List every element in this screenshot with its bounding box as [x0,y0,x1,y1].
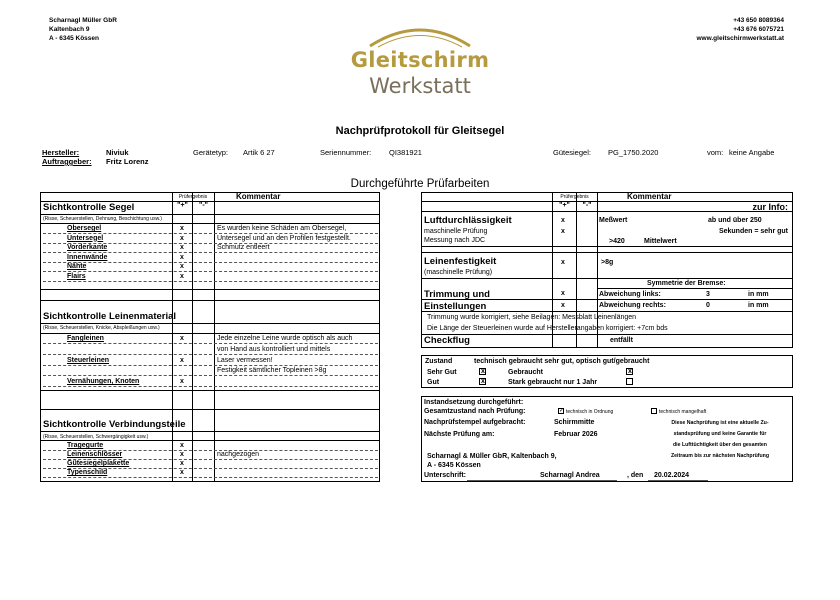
naechste-pruefung-label: Nächste Prüfung am: [424,431,495,438]
segel-item-mark: x [180,225,184,232]
document-title: Nachprüfprotokoll für Gleitsegel [335,125,505,137]
leinen-item-label: Steuerleinen [67,356,110,364]
phone-2: +43 676 6075721 [733,26,784,33]
stark-checkbox[interactable] [626,378,633,385]
trimmung-title-2: Einstellungen [424,301,487,312]
verbindung-item-mark: x [180,469,184,476]
plus-header: "+" [177,202,188,209]
trimmung-note-2: Die Länge der Steuerleinen wurde auf Herstellerangaben korrigiert: +7cm bds [427,325,668,332]
row-divider [43,281,378,282]
row-divider [43,262,378,263]
row-divider [43,386,378,387]
company-city: A - 6345 Kössen [49,35,99,42]
segel-item-label: Nähte [67,263,87,270]
festigkeit-mark: x [561,259,565,266]
verbindung-item-mark: x [180,460,184,467]
r-minus-header: "-" [582,202,592,209]
segel-item-mark: x [180,234,184,242]
luft-sub1: maschinelle Prüfung [424,228,488,235]
mangelhaft-label: technisch mangelhaft [659,409,707,415]
segel-title: Sichtkontrolle Segel [43,202,135,213]
zustand-text: technisch gebraucht sehr gut, optisch gut/gebraucht [474,358,650,365]
segel-item-comment: Schmutz entleert [217,244,270,251]
leinen-subtitle: (Risse, Scheuerstellen, Knicke, Abspleißungen usw.) [43,325,160,331]
verbindung-item-mark: x [180,451,184,458]
phone-1: +43 650 8089364 [733,17,784,24]
luft-mark: x [561,217,565,224]
luft-c3: Mittelwert [644,238,677,245]
kommentar-header: Kommentar [236,192,281,201]
naechste-pruefung-value: Februar 2026 [554,431,598,438]
disclaimer-line: Diese Nachprüfung ist eine aktuelle Zu- [671,420,769,426]
verbindung-item-comment: nachgezogen [217,451,260,458]
leinen-item-mark: x [180,378,184,386]
seriennummer-value: QI381921 [389,148,422,157]
abw-rechts-value: 0 [706,302,710,309]
guetesiegel-label: Gütesiegel: [553,148,591,157]
seriennummer-label: Seriennummer: [320,148,372,157]
in-ordnung-label: technisch in Ordnung [566,409,614,415]
row-divider [43,354,378,355]
disclaimer-line: Zeitraum bis zur nächsten Nachprüfung [671,453,769,459]
verbindung-item-label: Leinenschlösser [67,451,123,458]
leinen-title: Sichtkontrolle Leinenmaterial [43,311,177,322]
luft-info-2: Sekunden = sehr gut [718,228,788,235]
meta-labels-left [42,148,92,166]
company-address [49,16,117,43]
vom-label: vom: [707,148,724,157]
luft-c2: >420 [609,238,625,245]
trimmung-note-1: Trimmung wurde korrigiert, siehe Beilagen: Messblatt Leinenlängen [427,314,637,321]
luft-mark-2: x [561,228,565,235]
zur-info-header: zur Info: [752,202,788,212]
gebraucht-mark: x [628,368,632,375]
segel-item-mark: x [180,244,184,251]
symmetrie-label: Symmetrie der Bremse: [647,280,726,287]
geraetetyp-value: Artik 6 27 [243,148,275,157]
festigkeit-sub: (maschinelle Prüfung) [424,269,493,276]
trimmung-title-1: Trimmung und [424,289,490,300]
luft-title: Luftdurchlässigkeit [424,215,512,226]
geraetetyp-label: Gerätetyp: [193,148,229,157]
stempel-label: Nachprüfstempel aufgebracht: [424,419,526,426]
signature-date: 20.02.2024 [654,472,690,479]
segel-item-label: Vorderkante [67,244,108,251]
logo-line2: Werkstatt [369,74,471,98]
trimmung-mark-2: x [561,302,565,309]
section-title: Durchgeführte Prüfarbeiten [350,178,490,190]
auftraggeber-label: Auftraggeber: [42,157,92,166]
leinen-item-comment: Festigkeit sämtlicher Topleinen >8g [217,367,327,375]
signer-address-1: Scharnagl & Müller GbR, Kaltenbach 9, [427,453,557,460]
vom-value: keine Angabe [729,148,775,157]
segel-subtitle: (Risse, Scheuerstellen, Dehnung, Beschichtung usw.) [43,216,162,222]
disclaimer-line: die Lufttüchtigkeit über den gesamten [673,442,767,448]
segel-item-comment: Es wurden keine Schäden am Obersegel, [217,225,347,232]
left-checklist-table [40,192,380,482]
signature-label: Unterschrift: [424,472,467,479]
abw-links-value: 3 [706,291,710,298]
abw-links-label: Abweichung links: [599,291,661,298]
zustand-stark: Stark gebraucht nur 1 Jahr [508,379,598,386]
row-divider [43,365,378,366]
r-pruefergebnis-header: Prüfergebnis [560,194,589,200]
gesamtzustand-label: Gesamtzustand nach Prüfung: [424,408,526,415]
segel-item-mark: x [180,253,184,261]
leinen-item-label: Fangleinen [67,335,104,342]
logo-line1: Gleitschirm [350,48,490,72]
right-checklist-table [421,192,793,348]
zustand-gebraucht: Gebraucht [508,369,544,376]
zustand-box [421,355,793,388]
guetesiegel-value: PG_1750.2020 [608,148,659,157]
website: www.gleitschirmwerkstatt.at [696,35,784,42]
trimmung-mark: x [561,290,565,297]
abw-rechts-label: Abweichung rechts: [599,302,666,309]
company-contact [696,16,784,43]
minus-header: "-" [199,202,208,209]
instandsetzung-box [421,396,793,482]
gut-mark: x [481,378,485,385]
abw-rechts-unit: in mm [748,302,769,309]
date-prefix: , den [627,472,644,479]
luft-info-1: ab und über 250 [708,217,762,224]
row-divider [43,477,378,478]
r-plus-header: "+" [559,202,570,209]
meta-values-left [106,148,149,166]
festigkeit-title: Leinenfestigkeit [424,256,497,267]
sehr-gut-mark: x [481,368,485,375]
segel-item-label: Innenwände [67,253,108,261]
row-divider [43,375,378,376]
disclaimer [650,418,790,462]
leinen-item-comment: Laser vermessen! [217,356,273,364]
zustand-gut: Gut [427,379,440,386]
hersteller-value: Niviuk [106,148,129,157]
disclaimer-line: standsprüfung und keine Garantie für [673,431,767,437]
segel-item-mark: x [180,263,184,270]
company-name: Scharnagl Müller GbR [49,17,117,24]
segel-item-comment: Untersegel und an den Profilen festgestellt. [217,234,351,242]
verbindung-item-label: Gütesiegelplakette [67,460,130,467]
instand-label: Instandsetzung durchgeführt: [424,399,524,406]
zustand-label: Zustand [425,358,453,365]
auftraggeber-value: Fritz Lorenz [106,157,149,166]
verbindung-item-mark: x [180,442,184,449]
pruefergebnis-header: Prüfergebnis [178,194,208,200]
segel-item-label: Untersegel [67,234,104,242]
verbindung-subtitle: (Risse, Scheuerstellen, Schwergängigkeit usw.) [43,434,149,440]
r-kommentar-header: Kommentar [627,192,672,201]
segel-item-mark: x [180,272,184,280]
signer-address-2: A - 6345 Kössen [427,462,481,469]
leinen-item-label: Vernähungen, Knoten [67,378,140,386]
signer-name: Scharnagl Andrea [540,472,600,479]
company-street: Kaltenbach 9 [49,26,90,33]
verbindung-item-label: Typenschild [67,469,108,476]
leinen-item-mark: x [180,335,184,342]
luft-sub2: Messung nach JDC [424,237,486,244]
verbindung-item-label: Tragegurte [67,442,104,449]
row-divider [43,271,378,272]
segel-item-label: Obersegel [67,225,102,232]
checkflug-title: Checkflug [424,335,470,346]
checkflug-value: entfällt [610,337,633,344]
logo [330,18,510,100]
verbindung-title: Sichtkontrolle Verbindungsteile [43,419,186,430]
segel-item-label: Flairs [67,272,86,280]
in-ordnung-check-icon: ✓ [559,408,565,414]
zustand-sehr-gut: Sehr Gut [427,369,457,376]
stempel-value: Schirmmitte [554,419,595,426]
leinen-item-comment: Jede einzelne Leine wurde optisch als auch [217,335,353,342]
row-divider [43,343,378,344]
festigkeit-comment: >8g [601,259,614,266]
mangelhaft-checkbox[interactable] [651,408,657,414]
leinen-item-mark: x [180,356,184,364]
abw-links-unit: in mm [748,291,769,298]
hersteller-label: Hersteller: [42,148,80,157]
leinen-item-comment: von Hand aus kontrolliert und mittels [217,345,331,353]
luft-c1: Meßwert [599,217,628,224]
